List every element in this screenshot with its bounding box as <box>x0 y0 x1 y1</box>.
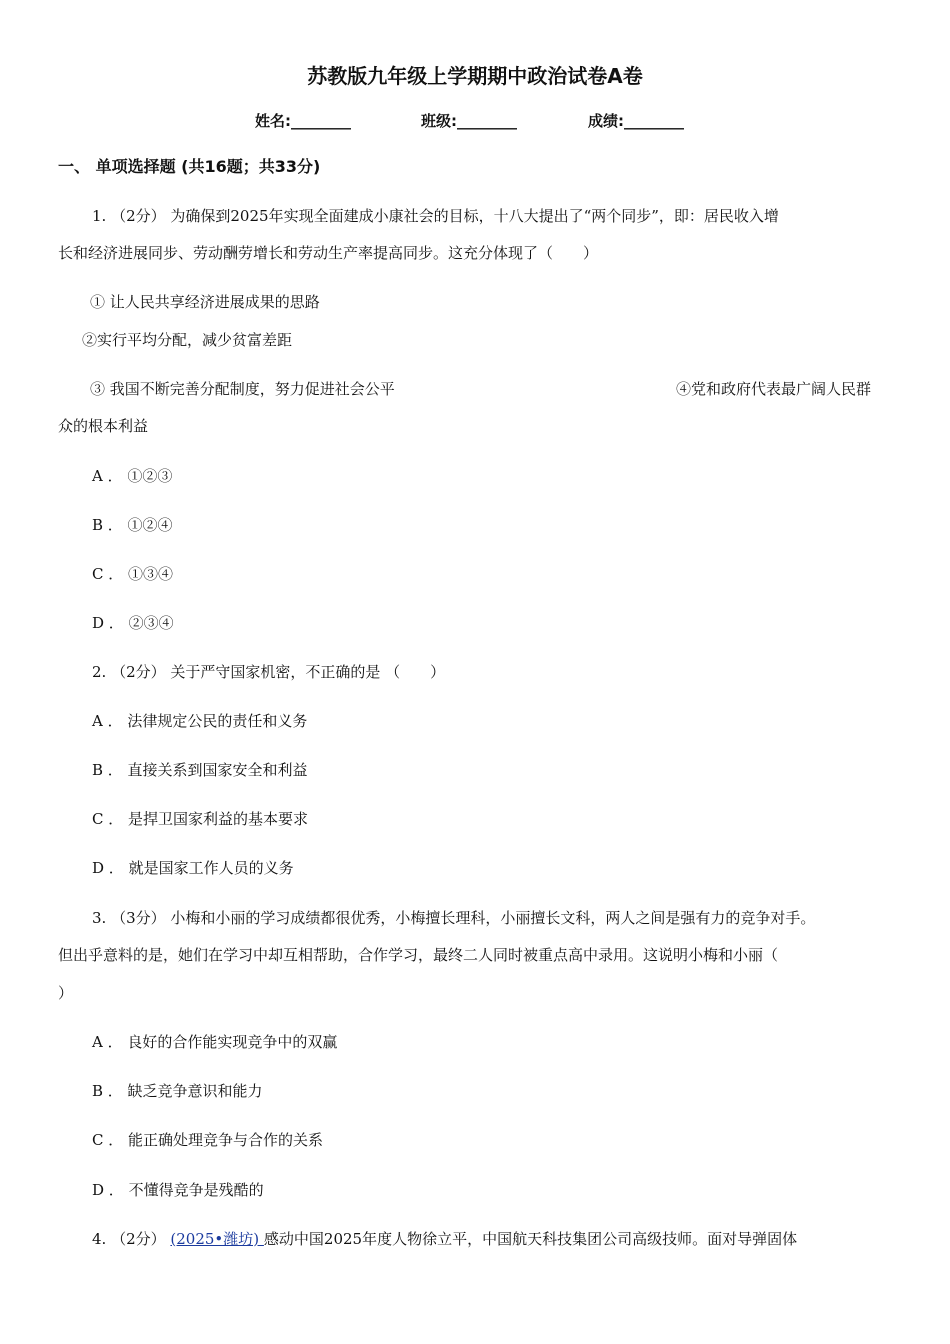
question-1-statement-4: ④党和政府代表最广阔人民群 <box>676 380 872 398</box>
question-1-option-a: A ． ①②③ <box>92 467 173 485</box>
question-1-statement-1: ① 让人民共享经济进展成果的思路 <box>90 293 320 311</box>
question-1-statement-2: ②实行平均分配，减少贫富差距 <box>82 331 293 349</box>
question-2-option-c: C ． 是捍卫国家利益的基本要求 <box>92 810 309 828</box>
question-2-option-a: A ． 法律规定公民的责任和义务 <box>92 712 308 730</box>
score-field: 成绩:________ <box>588 112 684 130</box>
question-3-line-3: ） <box>58 984 74 1002</box>
question-1-statement-4-cont: 众的根本利益 <box>58 417 149 435</box>
question-3-option-a: A ． 良好的合作能实现竞争中的双赢 <box>92 1033 338 1051</box>
question-4-source-link[interactable]: (2025•潍坊) <box>170 1230 264 1248</box>
question-3-option-d: D ． 不懂得竞争是残酷的 <box>92 1181 264 1199</box>
question-1-statement-3: ③ 我国不断完善分配制度，努力促进社会公平 <box>90 380 395 398</box>
question-2-line-1: 2. （2分） 关于严守国家机密，不正确的是 （ ） <box>92 663 446 681</box>
question-1-option-d: D ． ②③④ <box>92 614 174 632</box>
page-title: 苏教版九年级上学期期中政治试卷A卷 <box>307 64 643 88</box>
section-heading: 一、 单项选择题 (共16题；共33分) <box>58 157 321 176</box>
question-4-line-1 <box>92 1229 797 1249</box>
question-1-option-c: C ． ①③④ <box>92 565 174 583</box>
question-3-option-c: C ． 能正确处理竞争与合作的关系 <box>92 1131 324 1149</box>
question-4-number: 4. （2分） <box>92 1230 171 1248</box>
class-field: 班级:________ <box>421 112 517 130</box>
question-3-line-2: 但出乎意料的是，她们在学习中却互相帮助，合作学习，最终二人同时被重点高中录用。这说明小梅和小丽（ <box>58 946 779 964</box>
question-1-line-1: 1. （2分） 为确保到2025年实现全面建成小康社会的目标，十八大提出了“两个同步”，即：居民收入增 <box>92 207 779 225</box>
question-2-option-d: D ． 就是国家工作人员的义务 <box>92 859 294 877</box>
question-3-option-b: B ． 缺乏竞争意识和能力 <box>92 1082 263 1100</box>
question-1-line-2: 长和经济进展同步、劳动酬劳增长和劳动生产率提高同步。这充分体现了（ ） <box>58 244 599 262</box>
question-2-option-b: B ． 直接关系到国家安全和利益 <box>92 761 308 779</box>
question-3-line-1: 3. （3分） 小梅和小丽的学习成绩都很优秀，小梅擅长理科，小丽擅长文科，两人之间是强有力的竞争对手。 <box>92 909 816 927</box>
name-field: 姓名:________ <box>255 112 351 130</box>
question-1-option-b: B ． ①②④ <box>92 516 173 534</box>
question-4-text: 感动中国2025年度人物徐立平，中国航天科技集团公司高级技师。面对导弹固体 <box>263 1230 798 1248</box>
